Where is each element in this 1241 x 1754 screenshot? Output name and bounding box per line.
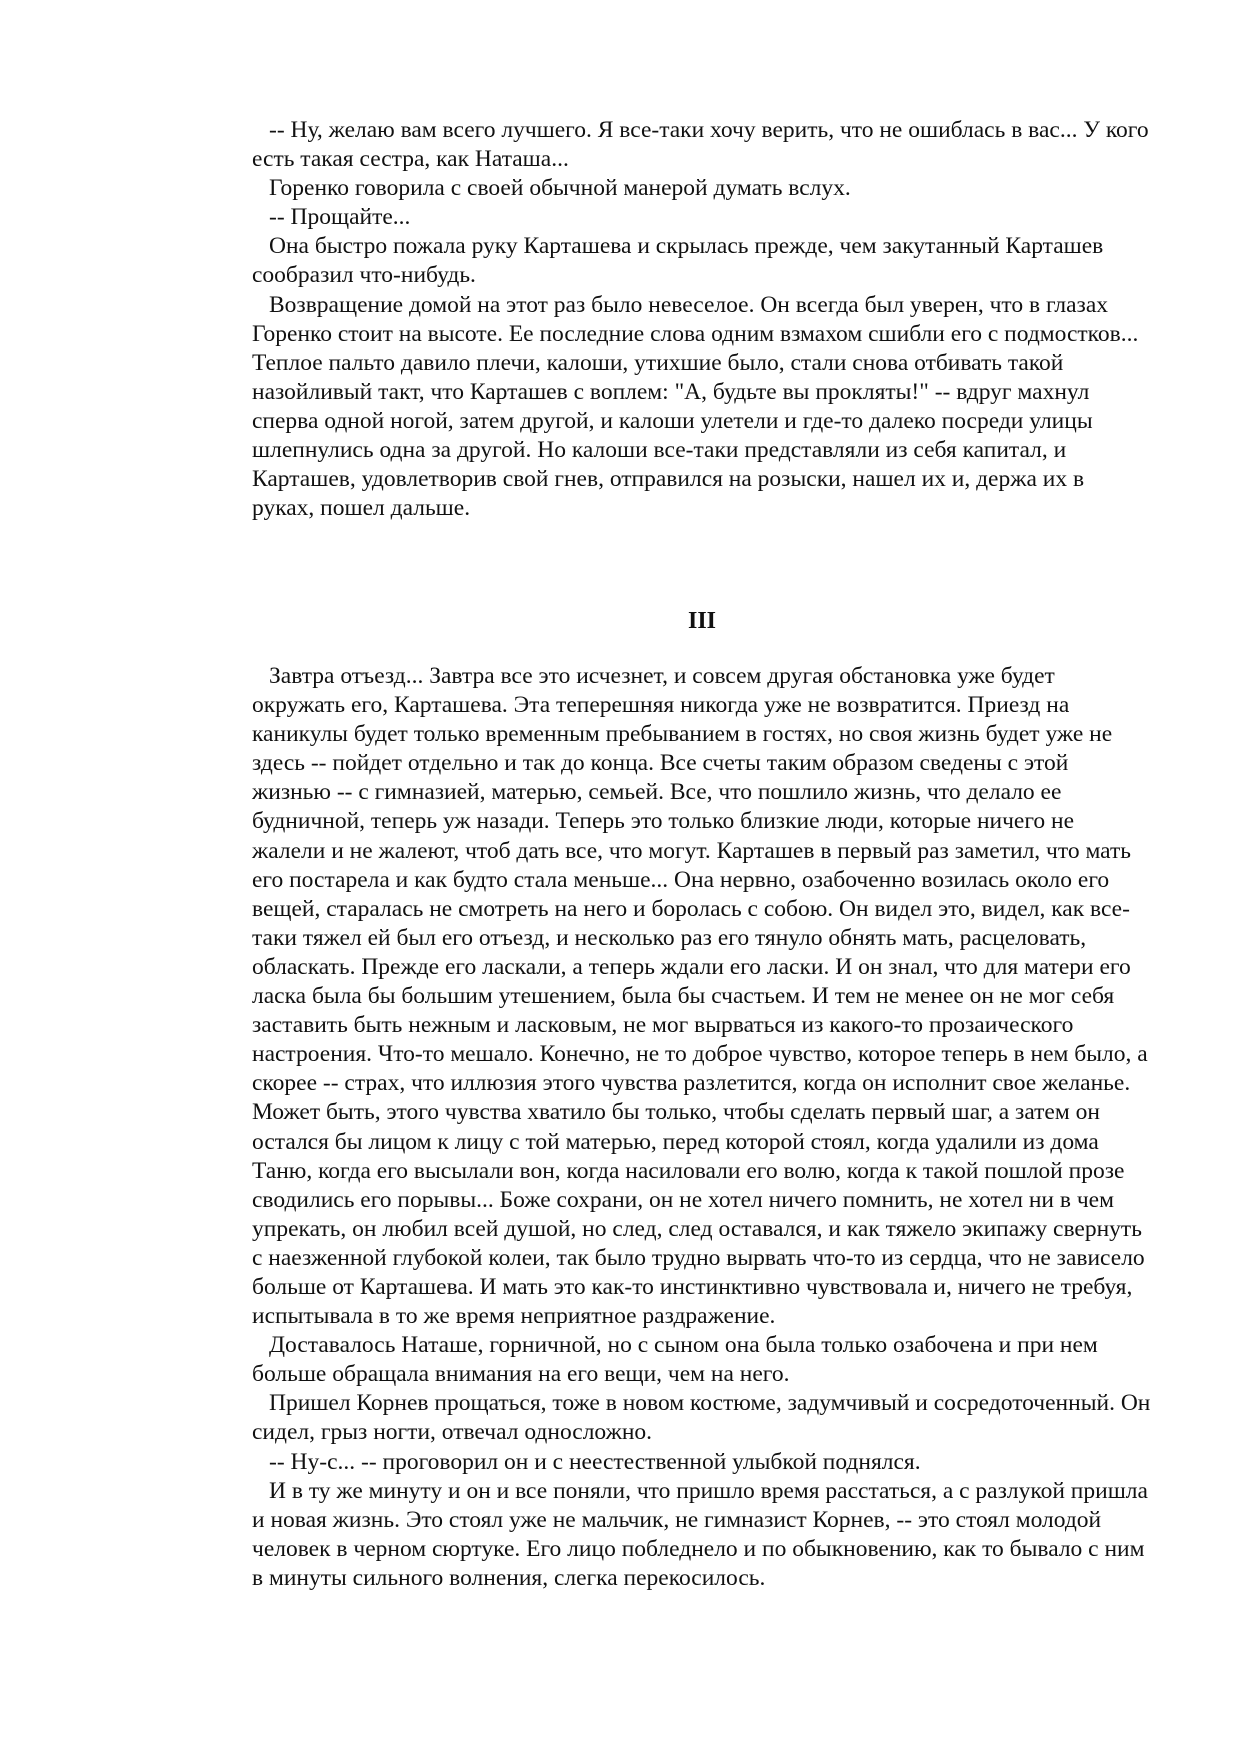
paragraph: Возвращение домой на этот раз было невеселое. Он всегда был уверен, что в глазах Горенко стоит на высоте. Ее последние слова одним взмахом сшибли его с подмостков... Теплое пальто давило плечи, калоши, утихшие было, стали снова отбивать такой назойливый такт, что Карташев с воплем: "А, будьте вы прокляты!" -- вдруг махнул сперва одной ногой, затем другой, и калоши улетели и где-то далеко посреди улицы шлепнулись одна за другой. Но калоши все-таки представляли из себя капитал, и Карташев, удовлетворив свой гнев, отправился на розыски, нашел их и, держа их в руках, пошел дальше. — [252, 291, 1139, 522]
section-one — [252, 116, 1152, 523]
paragraph: Пришел Корнев прощаться, тоже в новом костюме, задумчивый и сосредоточенный. Он сидел, грыз ногти, отвечал односложно. — [252, 1390, 1151, 1446]
paragraph: -- Ну-с... -- проговорил он и с неестественной улыбкой поднялся. — [269, 1448, 921, 1475]
paragraph: И в ту же минуту и он и все поняли, что пришло время расстаться, а с разлукой пришла и новая жизнь. Это стоял уже не мальчик, не гимназист Корнев, -- это стоял молодой человек в черном сюртуке. Его лицо побледнело и по обыкновению, как то бывало с ним в минуты сильного волнения, слегка перекосилось. — [252, 1477, 1148, 1591]
paragraph: Она быстро пожала руку Карташева и скрылась прежде, чем закутанный Карташев сообразил что-нибудь. — [252, 233, 1104, 289]
paragraph: Горенко говорила с своей обычной манерой думать вслух. — [269, 175, 851, 202]
paragraph: Доставалось Наташе, горничной, но с сыном она была только озабочена и при нем больше обращала внимания на его вещи, чем на него. — [252, 1332, 1098, 1388]
paragraph: -- Прощайте... — [269, 204, 411, 231]
document-page — [252, 116, 1152, 1591]
chapter-heading: III — [687, 608, 717, 634]
section-two — [252, 662, 1152, 1593]
paragraph: -- Ну, желаю вам всего лучшего. Я все-таки хочу верить, что не ошиблась в вас... У кого есть такая сестра, как Наташа... — [252, 117, 1149, 173]
paragraph: Завтра отъезд... Завтра все это исчезнет, и совсем другая обстановка уже будет окружать его, Карташева. Эта теперешняя никогда уже не возвратится. Приезд на каникулы будет только временным пребыванием в гостях, но своя жизнь будет уже не здесь -- пойдет отдельно и так до конца. Все счеты таким образом сведены с этой жизнью -- с гимназией, матерью, семьей. Все, что пошлило жизнь, что делало ее будничной, теперь уж назади. Теперь это только близкие люди, которые ничего не жалели и не жалеют, чтоб дать все, что могут. Карташев в первый раз заметил, что мать его постарела и как будто стала меньше... Она нервно, озабоченно возилась около его вещей, старалась не смотреть на него и боролась с собою. Он видел это, видел, как все-таки тяжел ей был его отъезд, и несколько раз его тянуло обнять мать, расцеловать, обласкать. Прежде его ласкали, а теперь ждали его ласки. И он знал, что для матери его ласка была бы большим утешением, была бы счастьем. И тем не менее он не мог себя заставить быть нежным и ласковым, не мог вырваться из какого-то прозаического настроения. Что-то мешало. Конечно, не то доброе чувство, которое теперь в нем было, а скорее -- страх, что иллюзия этого чувства разлетится, когда он исполнит свое желанье. Может быть, этого чувства хватило бы только, чтобы сделать первый шаг, а затем он остался бы лицом к лицу с той матерью, перед которой стоял, когда удалили из дома Таню, когда его высылали вон, когда насиловали его волю, когда к такой пошлой прозе сводились его порывы... Боже сохрани, он не хотел ничего помнить, не хотел ни в чем упрекать, он любил всей душой, но след, след оставался, и как тяжело экипажу свернуть с наезженной глубокой колеи, так было трудно вырвать что-то из сердца, что не зависело больше от Карташева. И мать это как-то инстинктивно чувствовала и, ничего не требуя, испытывала в то же время неприятное раздражение. — [252, 663, 1148, 1330]
